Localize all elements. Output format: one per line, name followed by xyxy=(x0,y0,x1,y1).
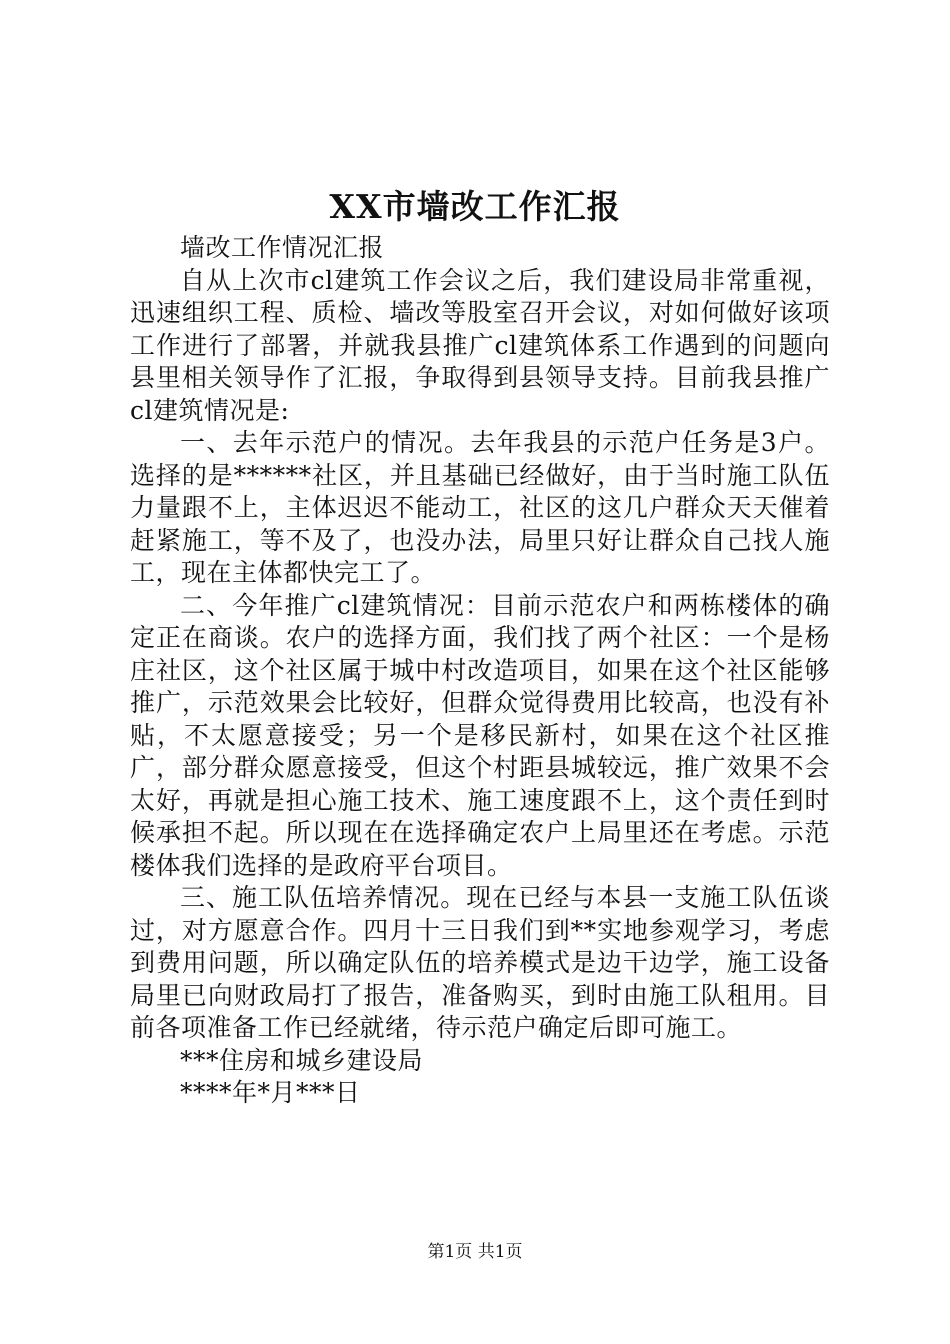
signature-date: ****年*月***日 xyxy=(180,1078,361,1107)
intro-paragraph: 自从上次市cl建筑工作会议之后，我们建设局非常重视，迅速组织工程、质检、墙改等股室召开会议，对如何做好该项工作进行了部署，并就我县推广cl建筑体系工作遇到的问题向县里相关领导作了汇报，争取得到县领导支持。目前我县推广cl建筑情况是: xyxy=(130,265,830,425)
section-one-paragraph: 一、去年示范户的情况。去年我县的示范户任务是3户。选择的是******社区，并且基础已经做好，由于当时施工队伍力量跟不上，主体迟迟不能动工，社区的这几户群众天天催着赶紧施工，等不及了，也没办法，局里只好让群众自己找人施工，现在主体都快完工了。 xyxy=(130,428,830,587)
section-two-paragraph: 二、今年推广cl建筑情况：目前示范农户和两栋楼体的确定正在商谈。农户的选择方面，我们找了两个社区：一个是杨庄社区，这个社区属于城中村改造项目，如果在这个社区能够推广，示范效果会比较好，但群众觉得费用比较高，也没有补贴，不太愿意接受；另一个是移民新村，如果在这个社区推广，部分群众愿意接受，但这个村距县城较远，推广效果不会太好，再就是担心施工技术、施工速度跟不上，这个责任到时候承担不起。所以现在在选择确定农户上局里还在考虑。示范楼体我们选择的是政府平台项目。 xyxy=(130,590,830,880)
document-body xyxy=(130,232,830,1110)
signature-organization: ***住房和城乡建设局 xyxy=(180,1045,424,1075)
section-heading: 墙改工作情况汇报 xyxy=(180,233,385,262)
section-three-paragraph: 三、施工队伍培养情况。现在已经与本县一支施工队伍谈过，对方愿意合作。四月十三日我们到**实地参观学习，考虑到费用问题，所以确定队伍的培养模式是边干边学，施工设备局里已向财政局打了报告，准备购买，到时由施工队租用。目前各项准备工作已经就绪，待示范户确定后即可施工。 xyxy=(130,883,830,1042)
document-title: XX市墙改工作汇报 xyxy=(329,187,621,226)
page-footer: 第1页 共1页 xyxy=(427,1242,523,1262)
